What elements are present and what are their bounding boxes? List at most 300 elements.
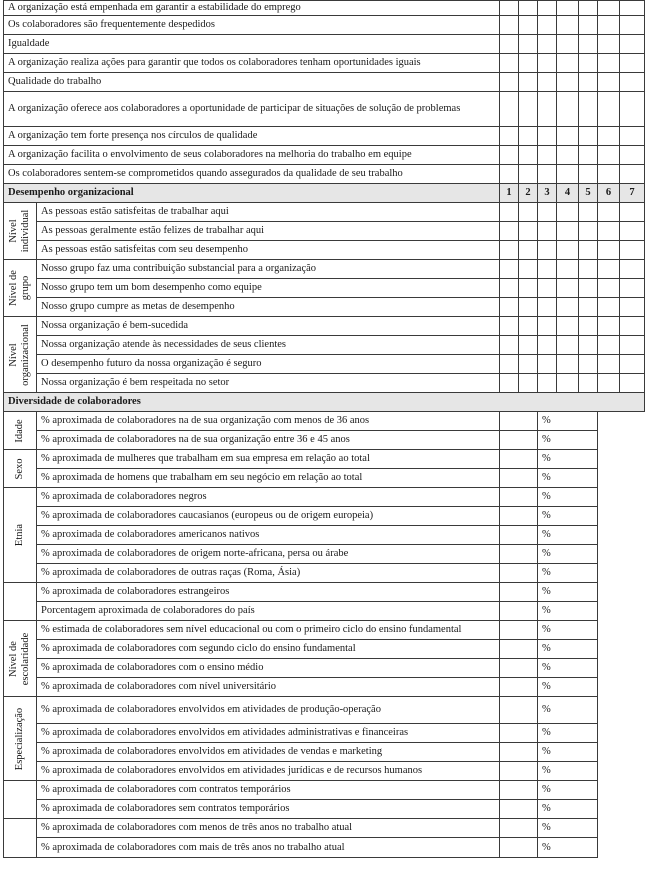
table-row <box>4 374 645 393</box>
group-label-line: Especialização <box>14 707 25 770</box>
percent-input-cell[interactable]: % <box>538 564 598 583</box>
table-row <box>4 640 645 659</box>
rating-cell[interactable] <box>620 317 645 336</box>
rating-cell[interactable] <box>598 127 620 146</box>
rating-cell[interactable] <box>598 374 620 393</box>
group-label <box>4 819 37 858</box>
item-text: % aproximada de colaboradores envolvidos em atividades jurídicas e de recursos humanos <box>37 762 500 781</box>
scale-label: 3 <box>538 184 557 203</box>
blank-cell <box>500 781 538 800</box>
rating-cell[interactable] <box>598 165 620 184</box>
rating-cell[interactable] <box>519 1 538 16</box>
rating-cell[interactable] <box>620 92 645 127</box>
rating-cell[interactable] <box>538 241 557 260</box>
rating-cell[interactable] <box>500 35 519 54</box>
rating-cell[interactable] <box>598 1 620 16</box>
rating-cell[interactable] <box>620 298 645 317</box>
rating-cell[interactable] <box>579 298 598 317</box>
percent-input-cell[interactable]: % <box>538 724 598 743</box>
percent-input-cell[interactable]: % <box>538 838 598 858</box>
rating-cell[interactable] <box>620 35 645 54</box>
rating-cell[interactable] <box>500 16 519 35</box>
group-label <box>4 781 37 819</box>
item-text: Nossa organização é bem respeitada no setor <box>37 374 500 393</box>
item-text: % aproximada de colaboradores com nível universitário <box>37 678 500 697</box>
survey-table <box>3 0 645 858</box>
table-row <box>4 469 645 488</box>
blank-cell <box>500 640 538 659</box>
rating-cell[interactable] <box>557 374 579 393</box>
group-label <box>4 450 37 488</box>
group-label-text <box>8 632 32 684</box>
rating-cell[interactable] <box>538 203 557 222</box>
rating-cell[interactable] <box>579 1 598 16</box>
blank-cell <box>500 743 538 762</box>
rating-cell[interactable] <box>579 127 598 146</box>
item-text: % aproximada de colaboradores americanos nativos <box>37 526 500 545</box>
rating-cell[interactable] <box>598 35 620 54</box>
group-label-line: Nível de <box>8 270 19 306</box>
rating-cell[interactable] <box>519 35 538 54</box>
table-row <box>4 743 645 762</box>
section-title: Desempenho organizacional <box>4 184 500 203</box>
rating-cell[interactable] <box>579 35 598 54</box>
rating-cell[interactable] <box>579 16 598 35</box>
percent-input-cell[interactable]: % <box>538 781 598 800</box>
rating-cell[interactable] <box>519 222 538 241</box>
rating-cell[interactable] <box>579 336 598 355</box>
rating-cell[interactable] <box>519 336 538 355</box>
item-text: A organização facilita o envolvimento de seus colaboradores na melhoria do trabalho em equipe <box>4 146 500 165</box>
rating-cell[interactable] <box>500 165 519 184</box>
item-text: Os colaboradores sentem-se comprometidos quando assegurados da qualidade de seu trabalho <box>4 165 500 184</box>
table-row <box>4 54 645 73</box>
rating-cell[interactable] <box>500 222 519 241</box>
rating-cell[interactable] <box>557 222 579 241</box>
percent-input-cell[interactable]: % <box>538 743 598 762</box>
table-row <box>4 545 645 564</box>
rating-cell[interactable] <box>579 54 598 73</box>
rating-cell[interactable] <box>579 165 598 184</box>
group-label <box>4 203 37 260</box>
percent-input-cell[interactable]: % <box>538 412 598 431</box>
table-row <box>4 73 645 92</box>
group-label <box>4 621 37 697</box>
table-row <box>4 355 645 374</box>
rating-cell[interactable] <box>519 73 538 92</box>
rating-cell[interactable] <box>538 355 557 374</box>
table-row <box>4 165 645 184</box>
group-label <box>4 412 37 450</box>
rating-cell[interactable] <box>538 1 557 16</box>
item-text: % aproximada de colaboradores negros <box>37 488 500 507</box>
table-row <box>4 450 645 469</box>
rating-cell[interactable] <box>598 260 620 279</box>
rating-cell[interactable] <box>500 317 519 336</box>
rating-cell[interactable] <box>579 92 598 127</box>
group-label-line: Sexo <box>14 458 25 479</box>
rating-cell[interactable] <box>538 336 557 355</box>
item-text: A organização realiza ações para garantir que todos os colaboradores tenham oportunidades iguais <box>4 54 500 73</box>
group-label-text <box>14 419 26 442</box>
group-label-text <box>14 707 26 769</box>
item-text: % aproximada de colaboradores com contratos temporários <box>37 781 500 800</box>
percent-input-cell[interactable]: % <box>538 507 598 526</box>
rating-cell[interactable] <box>620 222 645 241</box>
group-label <box>4 317 37 393</box>
percent-input-cell[interactable]: % <box>538 450 598 469</box>
rating-cell[interactable] <box>579 73 598 92</box>
rating-cell[interactable] <box>538 73 557 92</box>
rating-cell[interactable] <box>579 260 598 279</box>
blank-cell <box>500 450 538 469</box>
table-row <box>4 564 645 583</box>
rating-cell[interactable] <box>557 260 579 279</box>
table-row <box>4 819 645 838</box>
rating-cell[interactable] <box>557 165 579 184</box>
group-label <box>4 583 37 621</box>
table-row <box>4 659 645 678</box>
table-row <box>4 602 645 621</box>
scale-label: 7 <box>620 184 645 203</box>
rating-cell[interactable] <box>500 127 519 146</box>
group-label-line: escolaridade <box>20 632 31 685</box>
percent-input-cell[interactable]: % <box>538 469 598 488</box>
rating-cell[interactable] <box>500 355 519 374</box>
table-row <box>4 222 645 241</box>
table-row <box>4 431 645 450</box>
rating-cell[interactable] <box>557 92 579 127</box>
rating-cell[interactable] <box>557 279 579 298</box>
table-row <box>4 800 645 819</box>
percent-input-cell[interactable]: % <box>538 621 598 640</box>
blank-cell <box>500 697 538 724</box>
rating-cell[interactable] <box>598 146 620 165</box>
item-text: Porcentagem aproximada de colaboradores do país <box>37 602 500 621</box>
item-text: A organização tem forte presença nos círculos de qualidade <box>4 127 500 146</box>
rating-cell[interactable] <box>538 35 557 54</box>
group-label-line: Etnia <box>14 523 25 547</box>
rating-cell[interactable] <box>620 260 645 279</box>
group-label-line: individual <box>20 209 31 253</box>
table-row <box>4 279 645 298</box>
item-text: % aproximada de colaboradores envolvidos em atividades administrativas e financeiras <box>37 724 500 743</box>
table-row <box>4 127 645 146</box>
percent-input-cell[interactable]: % <box>538 659 598 678</box>
item-text: % aproximada de colaboradores de outras raças (Roma, Ásia) <box>37 564 500 583</box>
blank-cell <box>500 659 538 678</box>
percent-input-cell[interactable]: % <box>538 800 598 819</box>
rating-cell[interactable] <box>538 92 557 127</box>
table-row <box>4 838 645 858</box>
rating-cell[interactable] <box>579 222 598 241</box>
item-text: As pessoas estão satisfeitas com seu desempenho <box>37 241 500 260</box>
table-row <box>4 16 645 35</box>
rating-cell[interactable] <box>538 165 557 184</box>
rating-cell[interactable] <box>620 165 645 184</box>
group-label-line: Nível de <box>8 640 19 677</box>
item-text: Nosso grupo faz uma contribuição substancial para a organização <box>37 260 500 279</box>
table-row <box>4 241 645 260</box>
rating-cell[interactable] <box>519 165 538 184</box>
percent-input-cell[interactable]: % <box>538 762 598 781</box>
rating-cell[interactable] <box>579 317 598 336</box>
table-row <box>4 488 645 507</box>
rating-cell[interactable] <box>500 374 519 393</box>
rating-cell[interactable] <box>519 92 538 127</box>
rating-cell[interactable] <box>500 92 519 127</box>
rating-cell[interactable] <box>620 146 645 165</box>
rating-cell[interactable] <box>557 54 579 73</box>
rating-cell[interactable] <box>519 54 538 73</box>
item-text: A organização oferece aos colaboradores a oportunidade de participar de situações de solução de problemas <box>4 92 500 127</box>
percent-input-cell[interactable]: % <box>538 583 598 602</box>
group-label <box>4 697 37 781</box>
rating-cell[interactable] <box>620 336 645 355</box>
item-text: % aproximada de colaboradores na de sua organização com menos de 36 anos <box>37 412 500 431</box>
rating-cell[interactable] <box>598 54 620 73</box>
item-text: % aproximada de colaboradores caucasianos (europeus ou de origem europeia) <box>37 507 500 526</box>
blank-cell <box>500 545 538 564</box>
item-text: Nosso grupo tem um bom desempenho como equipe <box>37 279 500 298</box>
item-text: A organização está empenhada em garantir a estabilidade do emprego <box>4 1 500 16</box>
table-row <box>4 678 645 697</box>
percent-input-cell[interactable]: % <box>538 526 598 545</box>
rating-cell[interactable] <box>557 73 579 92</box>
rating-cell[interactable] <box>557 317 579 336</box>
percent-input-cell[interactable]: % <box>538 678 598 697</box>
rating-cell[interactable] <box>500 73 519 92</box>
item-text: O desempenho futuro da nossa organização é seguro <box>37 355 500 374</box>
section-header-diversity <box>4 393 645 412</box>
rating-cell[interactable] <box>500 260 519 279</box>
item-text: % estimada de colaboradores sem nível educacional ou com o primeiro ciclo do ensino fundamental <box>37 621 500 640</box>
rating-cell[interactable] <box>519 317 538 336</box>
rating-cell[interactable] <box>579 279 598 298</box>
table-row <box>4 412 645 431</box>
blank-cell <box>500 469 538 488</box>
group-label-text <box>8 210 32 253</box>
table-row <box>4 203 645 222</box>
rating-cell[interactable] <box>538 279 557 298</box>
rating-cell[interactable] <box>620 203 645 222</box>
rating-cell[interactable] <box>557 127 579 146</box>
table-row <box>4 583 645 602</box>
rating-cell[interactable] <box>538 317 557 336</box>
rating-cell[interactable] <box>500 241 519 260</box>
rating-cell[interactable] <box>500 298 519 317</box>
rating-cell[interactable] <box>538 298 557 317</box>
rating-cell[interactable] <box>519 16 538 35</box>
scale-label: 1 <box>500 184 519 203</box>
table-row <box>4 526 645 545</box>
item-text: As pessoas estão satisfeitas de trabalhar aqui <box>37 203 500 222</box>
rating-cell[interactable] <box>538 54 557 73</box>
percent-input-cell[interactable]: % <box>538 431 598 450</box>
rating-cell[interactable] <box>500 146 519 165</box>
blank-cell <box>500 724 538 743</box>
rating-cell[interactable] <box>519 355 538 374</box>
item-text: Os colaboradores são frequentemente despedidos <box>4 16 500 35</box>
rating-cell[interactable] <box>598 16 620 35</box>
blank-cell <box>500 412 538 431</box>
rating-cell[interactable] <box>519 260 538 279</box>
scale-label: 5 <box>579 184 598 203</box>
rating-cell[interactable] <box>500 203 519 222</box>
rating-cell[interactable] <box>519 241 538 260</box>
item-text: % aproximada de colaboradores envolvidos em atividades de vendas e marketing <box>37 743 500 762</box>
percent-input-cell[interactable]: % <box>538 488 598 507</box>
blank-cell <box>500 800 538 819</box>
table-row <box>4 507 645 526</box>
blank-cell <box>500 762 538 781</box>
percent-input-cell[interactable]: % <box>538 819 598 838</box>
rating-cell[interactable] <box>598 355 620 374</box>
rating-cell[interactable] <box>557 355 579 374</box>
rating-cell[interactable] <box>598 73 620 92</box>
item-text: % aproximada de colaboradores sem contratos temporários <box>37 800 500 819</box>
rating-cell[interactable] <box>598 298 620 317</box>
rating-cell[interactable] <box>620 73 645 92</box>
rating-cell[interactable] <box>557 146 579 165</box>
section-header-performance <box>4 184 645 203</box>
rating-cell[interactable] <box>620 1 645 16</box>
blank-cell <box>500 819 538 838</box>
blank-cell <box>500 583 538 602</box>
item-text: Igualdade <box>4 35 500 54</box>
percent-input-cell[interactable]: % <box>538 545 598 564</box>
rating-cell[interactable] <box>519 298 538 317</box>
table-row <box>4 724 645 743</box>
scale-label: 6 <box>598 184 620 203</box>
rating-cell[interactable] <box>579 146 598 165</box>
percent-input-cell[interactable]: % <box>538 602 598 621</box>
rating-cell[interactable] <box>538 374 557 393</box>
rating-cell[interactable] <box>620 374 645 393</box>
rating-cell[interactable] <box>598 92 620 127</box>
group-label-line: grupo <box>20 275 31 301</box>
blank-cell <box>500 678 538 697</box>
rating-cell[interactable] <box>500 279 519 298</box>
rating-cell[interactable] <box>579 355 598 374</box>
rating-cell[interactable] <box>500 1 519 16</box>
rating-cell[interactable] <box>620 241 645 260</box>
blank-cell <box>500 507 538 526</box>
rating-cell[interactable] <box>519 374 538 393</box>
blank-cell <box>500 621 538 640</box>
rating-cell[interactable] <box>598 336 620 355</box>
rating-cell[interactable] <box>557 16 579 35</box>
blank-cell <box>500 838 538 858</box>
rating-cell[interactable] <box>598 203 620 222</box>
group-label-line: organizacional <box>20 323 31 386</box>
blank-cell <box>500 564 538 583</box>
rating-cell[interactable] <box>500 336 519 355</box>
table-row <box>4 621 645 640</box>
item-text: % aproximada de mulheres que trabalham em sua empresa em relação ao total <box>37 450 500 469</box>
blank-cell <box>500 488 538 507</box>
table-row <box>4 762 645 781</box>
rating-cell[interactable] <box>557 298 579 317</box>
group-label-text <box>8 324 32 386</box>
rating-cell[interactable] <box>538 260 557 279</box>
table-row <box>4 35 645 54</box>
rating-cell[interactable] <box>620 16 645 35</box>
rating-cell[interactable] <box>620 355 645 374</box>
item-text: Nossa organização é bem-sucedida <box>37 317 500 336</box>
rating-cell[interactable] <box>538 222 557 241</box>
rating-cell[interactable] <box>557 241 579 260</box>
item-text: % aproximada de colaboradores na de sua organização entre 36 e 45 anos <box>37 431 500 450</box>
group-label-line: Idade <box>14 418 25 443</box>
item-text: % aproximada de colaboradores com mais de três anos no trabalho atual <box>37 838 500 858</box>
rating-cell[interactable] <box>557 203 579 222</box>
rating-cell[interactable] <box>538 127 557 146</box>
item-text: % aproximada de homens que trabalham em seu negócio em relação ao total <box>37 469 500 488</box>
rating-cell[interactable] <box>620 127 645 146</box>
table-row <box>4 92 645 127</box>
rating-cell[interactable] <box>579 241 598 260</box>
group-label-text <box>8 270 32 306</box>
scale-label: 4 <box>557 184 579 203</box>
rating-cell[interactable] <box>598 279 620 298</box>
percent-input-cell[interactable]: % <box>538 697 598 724</box>
rating-cell[interactable] <box>579 203 598 222</box>
rating-cell[interactable] <box>519 146 538 165</box>
rating-cell[interactable] <box>557 336 579 355</box>
table-row <box>4 146 645 165</box>
item-text: Nossa organização atende às necessidades de seus clientes <box>37 336 500 355</box>
group-label-text <box>14 524 26 546</box>
blank-cell <box>500 602 538 621</box>
item-text: % aproximada de colaboradores com segundo ciclo do ensino fundamental <box>37 640 500 659</box>
item-text: % aproximada de colaboradores estrangeiros <box>37 583 500 602</box>
table-row <box>4 298 645 317</box>
group-label <box>4 260 37 317</box>
rating-cell[interactable] <box>538 146 557 165</box>
blank-cell <box>500 431 538 450</box>
rating-cell[interactable] <box>557 1 579 16</box>
rating-cell[interactable] <box>620 279 645 298</box>
table-row <box>4 336 645 355</box>
item-text: % aproximada de colaboradores de origem norte-africana, persa ou árabe <box>37 545 500 564</box>
table-row <box>4 1 645 16</box>
rating-cell[interactable] <box>519 279 538 298</box>
section-title: Diversidade de colaboradores <box>4 393 645 412</box>
group-label-line: Nível <box>8 219 19 243</box>
rating-cell[interactable] <box>557 35 579 54</box>
table-row <box>4 260 645 279</box>
rating-cell[interactable] <box>500 54 519 73</box>
blank-cell <box>500 526 538 545</box>
rating-cell[interactable] <box>519 203 538 222</box>
rating-cell[interactable] <box>519 127 538 146</box>
rating-cell[interactable] <box>598 222 620 241</box>
percent-input-cell[interactable]: % <box>538 640 598 659</box>
rating-cell[interactable] <box>538 16 557 35</box>
group-label-line: Nível <box>8 342 19 367</box>
item-text: Nosso grupo cumpre as metas de desempenho <box>37 298 500 317</box>
rating-cell[interactable] <box>620 54 645 73</box>
item-text: Qualidade do trabalho <box>4 73 500 92</box>
group-label <box>4 488 37 583</box>
table-row <box>4 697 645 724</box>
group-label-text <box>14 458 26 479</box>
rating-cell[interactable] <box>598 317 620 336</box>
rating-cell[interactable] <box>579 374 598 393</box>
rating-cell[interactable] <box>598 241 620 260</box>
scale-label: 2 <box>519 184 538 203</box>
